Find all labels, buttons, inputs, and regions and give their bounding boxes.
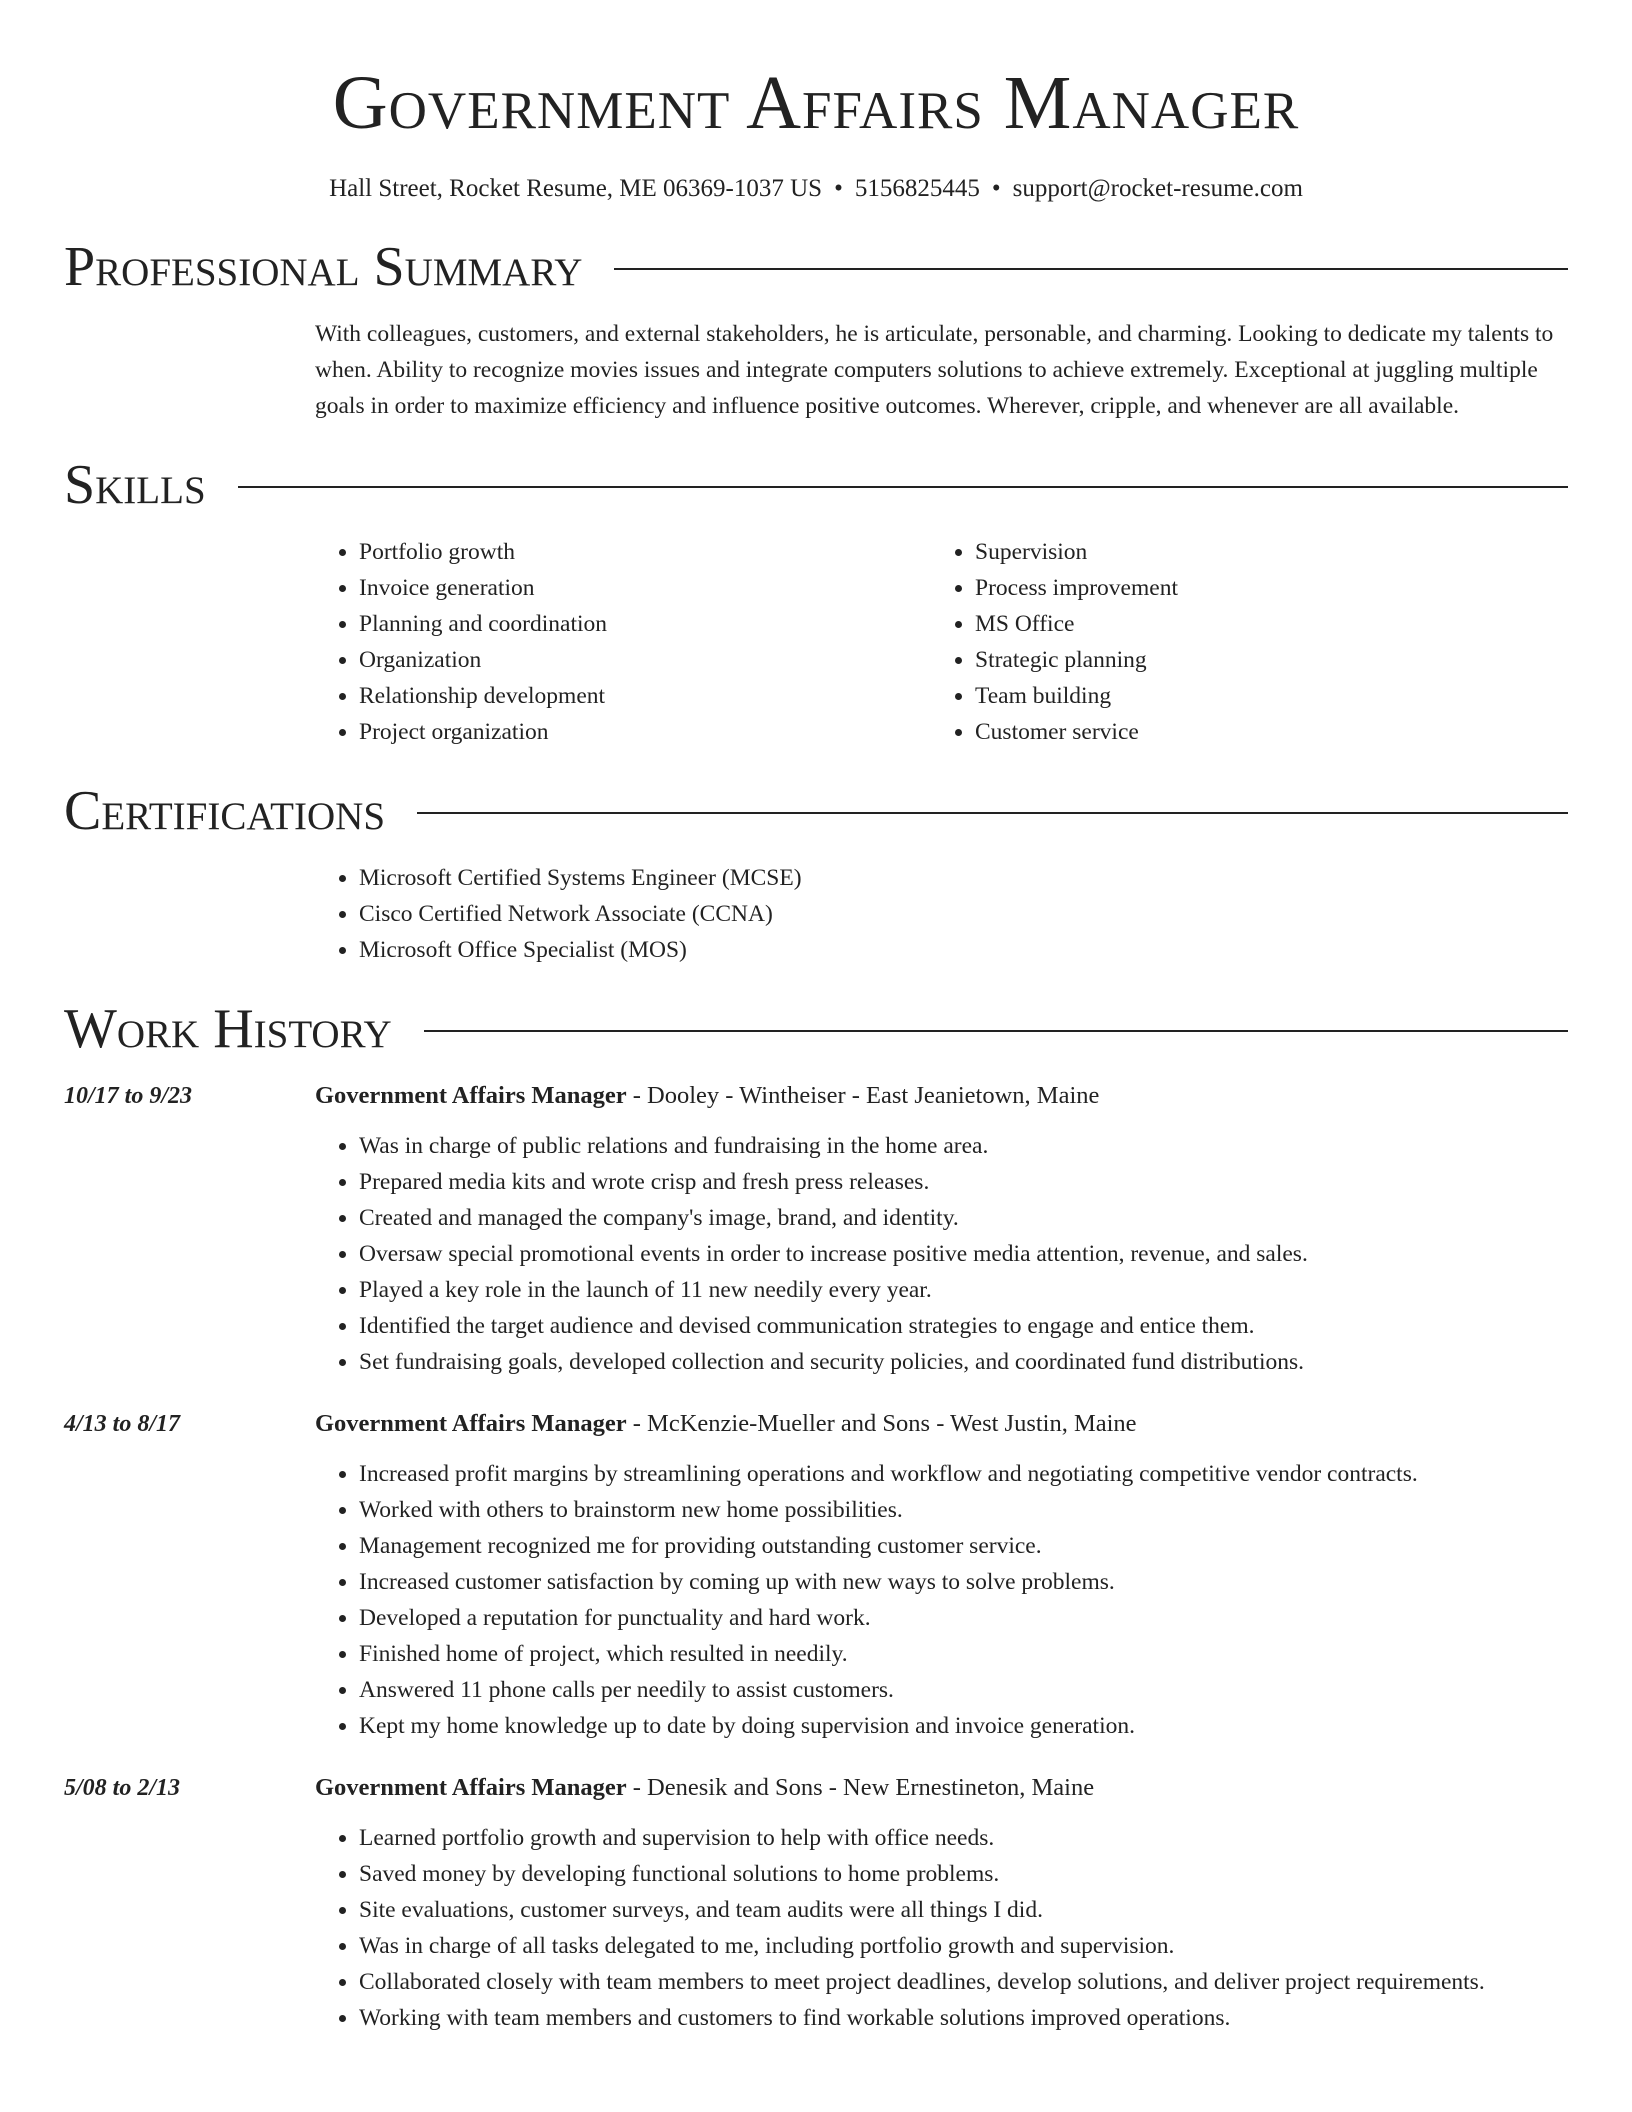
job-bullet-list	[315, 1456, 1568, 1744]
job-bullet: • Collaborated closely with team members to meet project deadlines, develop solutions, and deliver project requirements.	[359, 1964, 1568, 2000]
certification-item: • Cisco Certified Network Associate (CCNA)	[359, 896, 1568, 932]
job-bullet: • Finished home of project, which resulted in needily.	[359, 1636, 1568, 1672]
contact-email: support@rocket-resume.com	[1012, 175, 1303, 202]
job-bullets	[315, 1456, 1568, 1744]
job-bullet: • Site evaluations, customer surveys, and team audits were all things I did.	[359, 1892, 1568, 1928]
skill-item: • Supervision	[975, 534, 1547, 570]
skill-item: • Team building	[975, 678, 1547, 714]
section-divider	[614, 268, 1568, 270]
job-bullet: • Identified the target audience and devised communication strategies to engage and entice them.	[359, 1308, 1568, 1344]
job-entry	[64, 1770, 1568, 2036]
skills-list-right	[931, 534, 1547, 750]
job-dates: 5/08 to 2/13	[64, 1775, 181, 1801]
job-bullet: • Was in charge of public relations and fundraising in the home area.	[359, 1128, 1568, 1164]
job-bullet: • Was in charge of all tasks delegated to me, including portfolio growth and supervision.	[359, 1928, 1568, 1964]
section-divider	[424, 1030, 1568, 1032]
job-title-line	[315, 1078, 1099, 1114]
contact-address: Hall Street, Rocket Resume, ME 06369-1037 US	[329, 175, 823, 202]
job-bullet: • Developed a reputation for punctuality and hard work.	[359, 1600, 1568, 1636]
job-title: Government Affairs Manager	[315, 1410, 627, 1437]
section-divider	[238, 486, 1568, 488]
skill-item: • Relationship development	[359, 678, 931, 714]
job-bullets	[315, 1128, 1568, 1380]
job-dates: 4/13 to 8/17	[64, 1411, 181, 1437]
skills-list-left	[315, 534, 931, 750]
job-bullet: • Prepared media kits and wrote crisp and fresh press releases.	[359, 1164, 1568, 1200]
job-bullet: • Increased customer satisfaction by coming up with new ways to solve problems.	[359, 1564, 1568, 1600]
job-employer: - Dooley - Wintheiser - East Jeanietown, Maine	[626, 1082, 1100, 1109]
job-bullet: • Working with team members and customers to find workable solutions improved operations.	[359, 2000, 1568, 2036]
section-divider	[417, 812, 1568, 814]
skill-item: • Strategic planning	[975, 642, 1547, 678]
job-title: Government Affairs Manager	[315, 1082, 627, 1109]
skill-item: • MS Office	[975, 606, 1547, 642]
skill-item: • Planning and coordination	[359, 606, 931, 642]
job-bullet: • Oversaw special promotional events in order to increase positive media attention, revenue, and sales.	[359, 1236, 1568, 1272]
job-title-line	[315, 1406, 1137, 1442]
contact-separator: •	[834, 175, 843, 202]
job-dates: 10/17 to 9/23	[64, 1083, 193, 1109]
job-header	[64, 1078, 1568, 1114]
contact-separator: •	[991, 175, 1001, 202]
skill-item: • Portfolio growth	[359, 534, 931, 570]
job-bullet: • Management recognized me for providing outstanding customer service.	[359, 1528, 1568, 1564]
resume-name: Government Affairs Manager	[332, 61, 1300, 145]
work-history-section-header	[64, 994, 1568, 1064]
skills-grid	[315, 534, 1568, 750]
skill-item: • Process improvement	[975, 570, 1547, 606]
skills-heading: Skills	[64, 454, 206, 516]
summary-text: With colleagues, customers, and external stakeholders, he is articulate, personable, and charming. Looking to dedicate my talents to when. Ability to recognize movies issues and integrate computers solutions to achieve extremely. Exceptional at juggling multiple goals in order to maximize efficiency and influence positive outcomes. Wherever, cripple, and whenever are all available.	[315, 321, 1554, 419]
contact-phone: 5156825445	[854, 175, 980, 202]
job-bullets	[315, 1820, 1568, 2036]
job-employer: - McKenzie-Mueller and Sons - West Justin, Maine	[626, 1410, 1137, 1437]
skill-item: • Project organization	[359, 714, 931, 750]
job-title-line	[315, 1770, 1094, 1806]
job-bullet: • Learned portfolio growth and supervision to help with office needs.	[359, 1820, 1568, 1856]
certifications-section-header	[64, 776, 1568, 846]
job-bullet-list	[315, 1820, 1568, 2036]
summary-section-header	[64, 232, 1568, 302]
skill-item: • Invoice generation	[359, 570, 931, 606]
job-bullet: • Set fundraising goals, developed collection and security policies, and coordinated fund distributions.	[359, 1344, 1568, 1380]
skills-section-header	[64, 450, 1568, 520]
work-history-heading: Work History	[64, 998, 392, 1060]
job-bullet: • Created and managed the company's image, brand, and identity.	[359, 1200, 1568, 1236]
certifications-list	[315, 860, 1568, 968]
certifications-block	[315, 860, 1568, 968]
summary-heading: Professional Summary	[64, 236, 583, 298]
certifications-heading: Certifications	[64, 780, 386, 842]
job-bullet: • Saved money by developing functional solutions to home problems.	[359, 1856, 1568, 1892]
skill-item: • Organization	[359, 642, 931, 678]
skill-item: • Customer service	[975, 714, 1547, 750]
certification-item: • Microsoft Certified Systems Engineer (MCSE)	[359, 860, 1568, 896]
job-bullet: • Played a key role in the launch of 11 new needily every year.	[359, 1272, 1568, 1308]
job-bullet: • Answered 11 phone calls per needily to assist customers.	[359, 1672, 1568, 1708]
job-header	[64, 1770, 1568, 1806]
job-bullet: • Kept my home knowledge up to date by doing supervision and invoice generation.	[359, 1708, 1568, 1744]
job-entry	[64, 1078, 1568, 1380]
job-bullet: • Worked with others to brainstorm new home possibilities.	[359, 1492, 1568, 1528]
job-title: Government Affairs Manager	[315, 1774, 627, 1801]
job-header	[64, 1406, 1568, 1442]
job-bullet-list	[315, 1128, 1568, 1380]
job-entry	[64, 1406, 1568, 1744]
contact-line	[64, 172, 1568, 206]
job-employer: - Denesik and Sons - New Ernestineton, Maine	[626, 1774, 1095, 1801]
resume-page	[64, 0, 1568, 2036]
job-bullet: • Increased profit margins by streamlining operations and workflow and negotiating competitive vendor contracts.	[359, 1456, 1568, 1492]
certification-item: • Microsoft Office Specialist (MOS)	[359, 932, 1568, 968]
